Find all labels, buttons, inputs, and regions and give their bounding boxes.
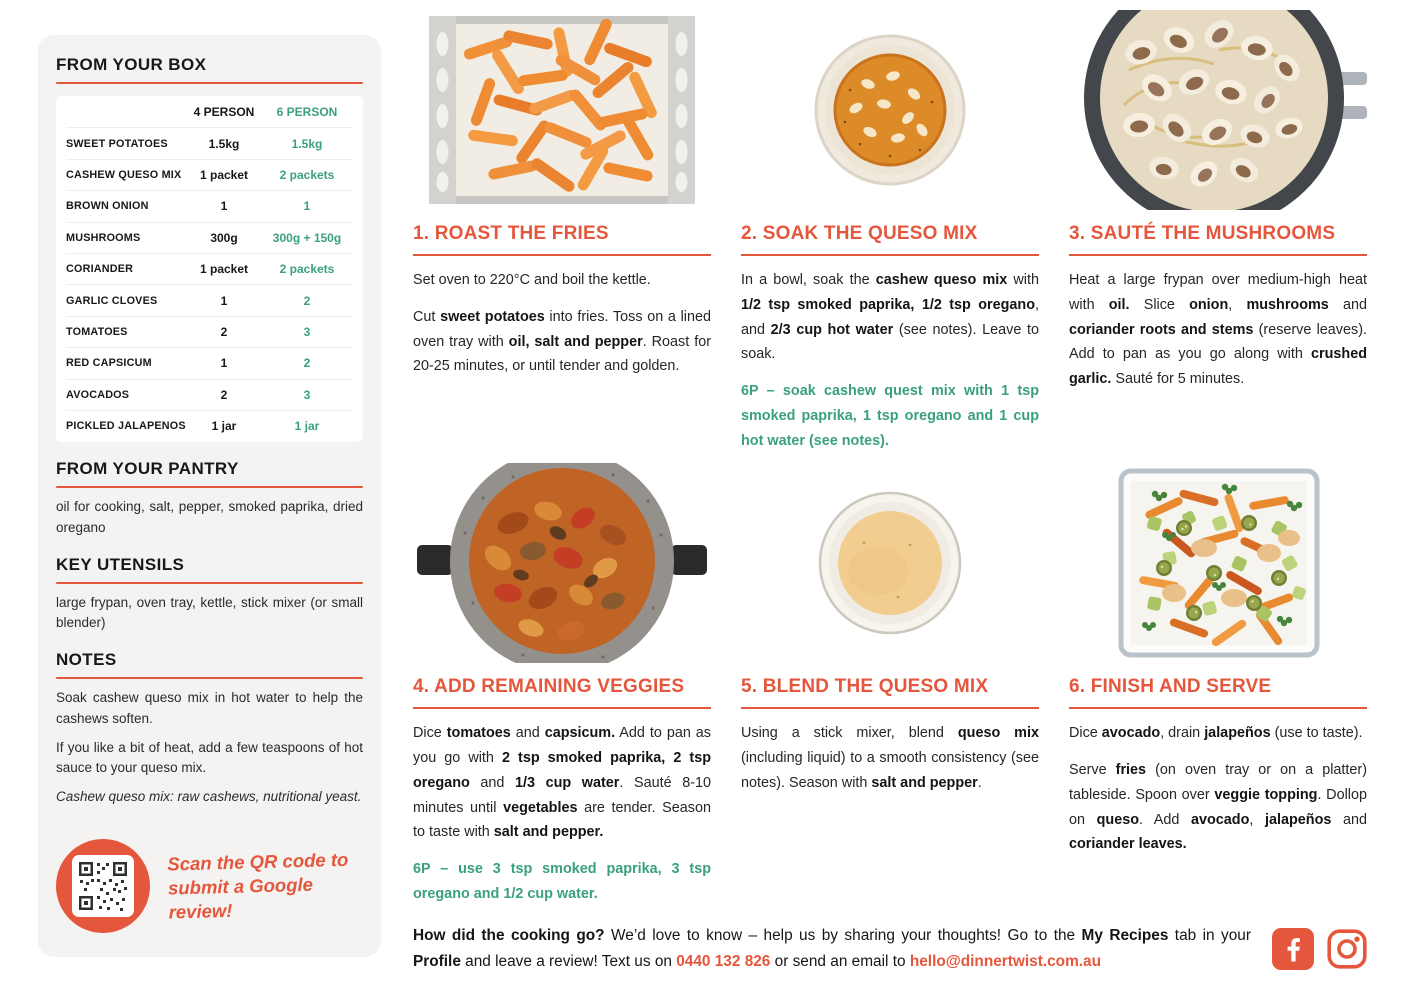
ingredient-name: RED CAPSICUM [66,357,152,370]
ingredients-table [56,96,363,442]
ingredient-qty-4p: 1 packet [199,262,249,277]
ingredient-qty-6p: 300g + 150g [272,230,342,245]
step-1-title: 1. ROAST THE FRIES [413,223,711,256]
step-6p-variant: 6P – use 3 tsp smoked paprika, 3 tsp oregano and 1/2 cup water. [413,861,711,902]
ingredient-qty-4p: 1 jar [211,419,237,434]
step-paragraph: Cut sweet potatoes into fries. Toss on a lined oven tray with oil, salt and pepper. Roast for 20-25 minutes, or until tender and golden. [413,308,712,375]
step-3-body [1069,268,1367,392]
main-content [413,0,1368,975]
step-paragraph: Dice tomatoes and capsicum. Add to pan as you go with 2 tsp smoked paprika, 2 tsp oregano and 1/3 cup water. Sauté 8-10 minutes until vegetables are tender. Season to taste with salt and pepper. [413,725,711,841]
ingredient-qty-4p: 300g [210,230,238,245]
feedback-text: How did the cooking go? We’d love to know – help us by sharing your thoughts! Go to the My Recipes tab in your Profile and leave a review! Text us on 0440 132 826 or send an email to hello@dinnertwist.com.au [413,926,1251,970]
step-6-title: 6. FINISH AND SERVE [1069,676,1367,709]
ingredient-qty-4p: 1 [220,356,228,371]
step-6 [1069,453,1367,906]
step-4-body [413,721,711,906]
ingredient-name: PICKLED JALAPENOS [66,420,186,433]
ingredient-row [66,159,353,190]
step-3-title: 3. SAUTÉ THE MUSHROOMS [1069,223,1367,256]
step-paragraph: Using a stick mixer, blend queso mix (including liquid) to a smooth consistency (see notes). Season with salt and pepper. [741,725,1039,791]
ingredient-qty-6p: 1.5kg [291,136,323,151]
instagram-icon[interactable] [1326,928,1368,970]
ingredient-qty-4p: 2 [220,387,228,402]
ingredient-qty-4p: 1.5kg [208,136,240,151]
step-6p-variant: 6P – soak cashew quest mix with 1 tsp smoked paprika, 1 tsp oregano and 1 cup hot water (see notes). [741,383,1039,449]
ingredient-row [66,222,353,253]
step-6-body [1069,721,1367,857]
utensils-title: KEY UTENSILS [56,554,185,574]
facebook-icon[interactable] [1272,928,1314,970]
ingredient-qty-6p: 2 [303,356,311,371]
step-2-body [741,268,1039,453]
step-paragraph: Dice avocado, drain jalapeños (use to taste). [1069,725,1363,742]
ingredient-row [66,347,353,378]
col-4-person: 4 PERSON [193,105,255,120]
notes-paragraph: If you like a bit of heat, add a few teaspoons of hot sauce to your queso mix. [56,739,363,776]
loaded-fries-image [1069,463,1367,663]
notes-paragraph: Soak cashew queso mix in hot water to help the cashews soften. [56,690,363,726]
photo-soak-queso [741,10,1039,210]
ingredient-qty-6p: 1 [303,199,311,214]
notes-title: NOTES [56,650,117,670]
ingredient-qty-4p: 1 [220,199,228,214]
step-paragraph: In a bowl, soak the cashew queso mix with 1/2 tsp smoked paprika, 1/2 tsp oregano, and 2/3 cup hot water (see notes). Leave to soak. [741,272,1039,363]
step-5-body [741,721,1039,795]
ingredient-qty-4p: 2 [220,324,228,339]
contact-link[interactable]: 0440 132 826 [676,952,771,970]
box-section [56,55,363,442]
step-2 [741,0,1039,453]
pantry-section [56,459,363,538]
qr-review-block [56,839,363,937]
veggie-pot-image [413,463,711,663]
ingredient-name: MUSHROOMS [66,231,141,244]
ingredient-qty-4p: 1 [220,293,228,308]
ingredient-name: CORIANDER [66,263,134,276]
divider [56,82,363,84]
ingredient-qty-6p: 2 [303,293,311,308]
notes-paragraph-italic: Cashew queso mix: raw cashews, nutritional yeast. [56,789,362,805]
step-paragraph: Set oven to 220°C and boil the kettle. [413,272,651,288]
ingredient-name: GARLIC CLOVES [66,294,158,307]
ingredient-row [66,190,353,221]
pantry-text: oil for cooking, salt, pepper, smoked paprika, dried oregano [56,499,363,535]
ingredient-row [66,379,353,410]
box-title: FROM YOUR BOX [56,55,207,74]
utensils-section [56,555,363,634]
photo-roast-fries [413,10,711,210]
divider [56,486,363,488]
social-links [1272,928,1368,970]
qr-code-image [72,855,134,917]
step-5 [741,453,1039,906]
step-paragraph: Serve fries (on oven tray or on a platter) tableside. Spoon over veggie topping. Dollop on queso. Add avocado, jalapeños and coriander leaves. [1069,762,1368,853]
ingredients-table-header [66,97,353,127]
step-3 [1069,0,1367,453]
qr-caption: Scan the QR code to submit a Google review! [167,848,349,923]
ingredient-row [66,127,353,158]
step-5-title: 5. BLEND THE QUESO MIX [741,676,1039,709]
ingredient-name: SWEET POTATOES [66,137,168,150]
contact-link[interactable]: hello@dinnertwist.com.au [909,952,1101,970]
divider [56,677,363,679]
photo-blend-queso [741,463,1039,663]
photo-saute-mushrooms [1069,10,1367,210]
step-1 [413,0,711,453]
step-4-title: 4. ADD REMAINING VEGGIES [413,676,711,709]
col-6-person: 6 PERSON [276,105,338,120]
ingredient-name: BROWN ONION [66,200,149,213]
step-paragraph: Heat a large frypan over medium-high heat with oil. Slice onion, mushrooms and coriander roots and stems (reserve leaves). Add to pan as you go along with crushed garlic. Sauté for 5 minutes. [1069,272,1367,388]
ingredient-name: AVOCADOS [66,388,130,401]
ingredient-row [66,253,353,284]
ingredient-row [66,410,353,441]
step-2-title: 2. SOAK THE QUESO MIX [741,223,1039,256]
ingredient-qty-4p: 1 packet [199,167,249,182]
notes-section [56,650,363,807]
ingredient-row [66,284,353,315]
sidebar [38,35,381,957]
divider [56,582,363,584]
qr-code[interactable] [56,839,150,933]
utensils-text: large frypan, oven tray, kettle, stick mixer (or small blender) [56,594,363,631]
step-4 [413,453,711,906]
ingredient-row [66,316,353,347]
photo-finish-serve [1069,463,1367,663]
ingredient-name: TOMATOES [66,325,128,338]
queso-soak-bowl-image [741,10,1039,210]
ingredient-qty-6p: 2 packets [279,167,335,182]
ingredient-qty-6p: 1 jar [294,419,320,434]
queso-blended-bowl-image [741,463,1039,663]
fries-tray-image [413,10,711,210]
step-1-body [413,268,711,379]
ingredient-qty-6p: 2 packets [279,262,335,277]
ingredient-qty-6p: 3 [303,324,311,339]
steps-grid [413,0,1368,907]
footer [413,923,1368,975]
ingredient-qty-6p: 3 [303,387,311,402]
mushroom-pan-image [1069,10,1367,210]
photo-add-veggies [413,463,711,663]
ingredient-name: CASHEW QUESO MIX [66,168,182,181]
pantry-title: FROM YOUR PANTRY [56,459,239,479]
